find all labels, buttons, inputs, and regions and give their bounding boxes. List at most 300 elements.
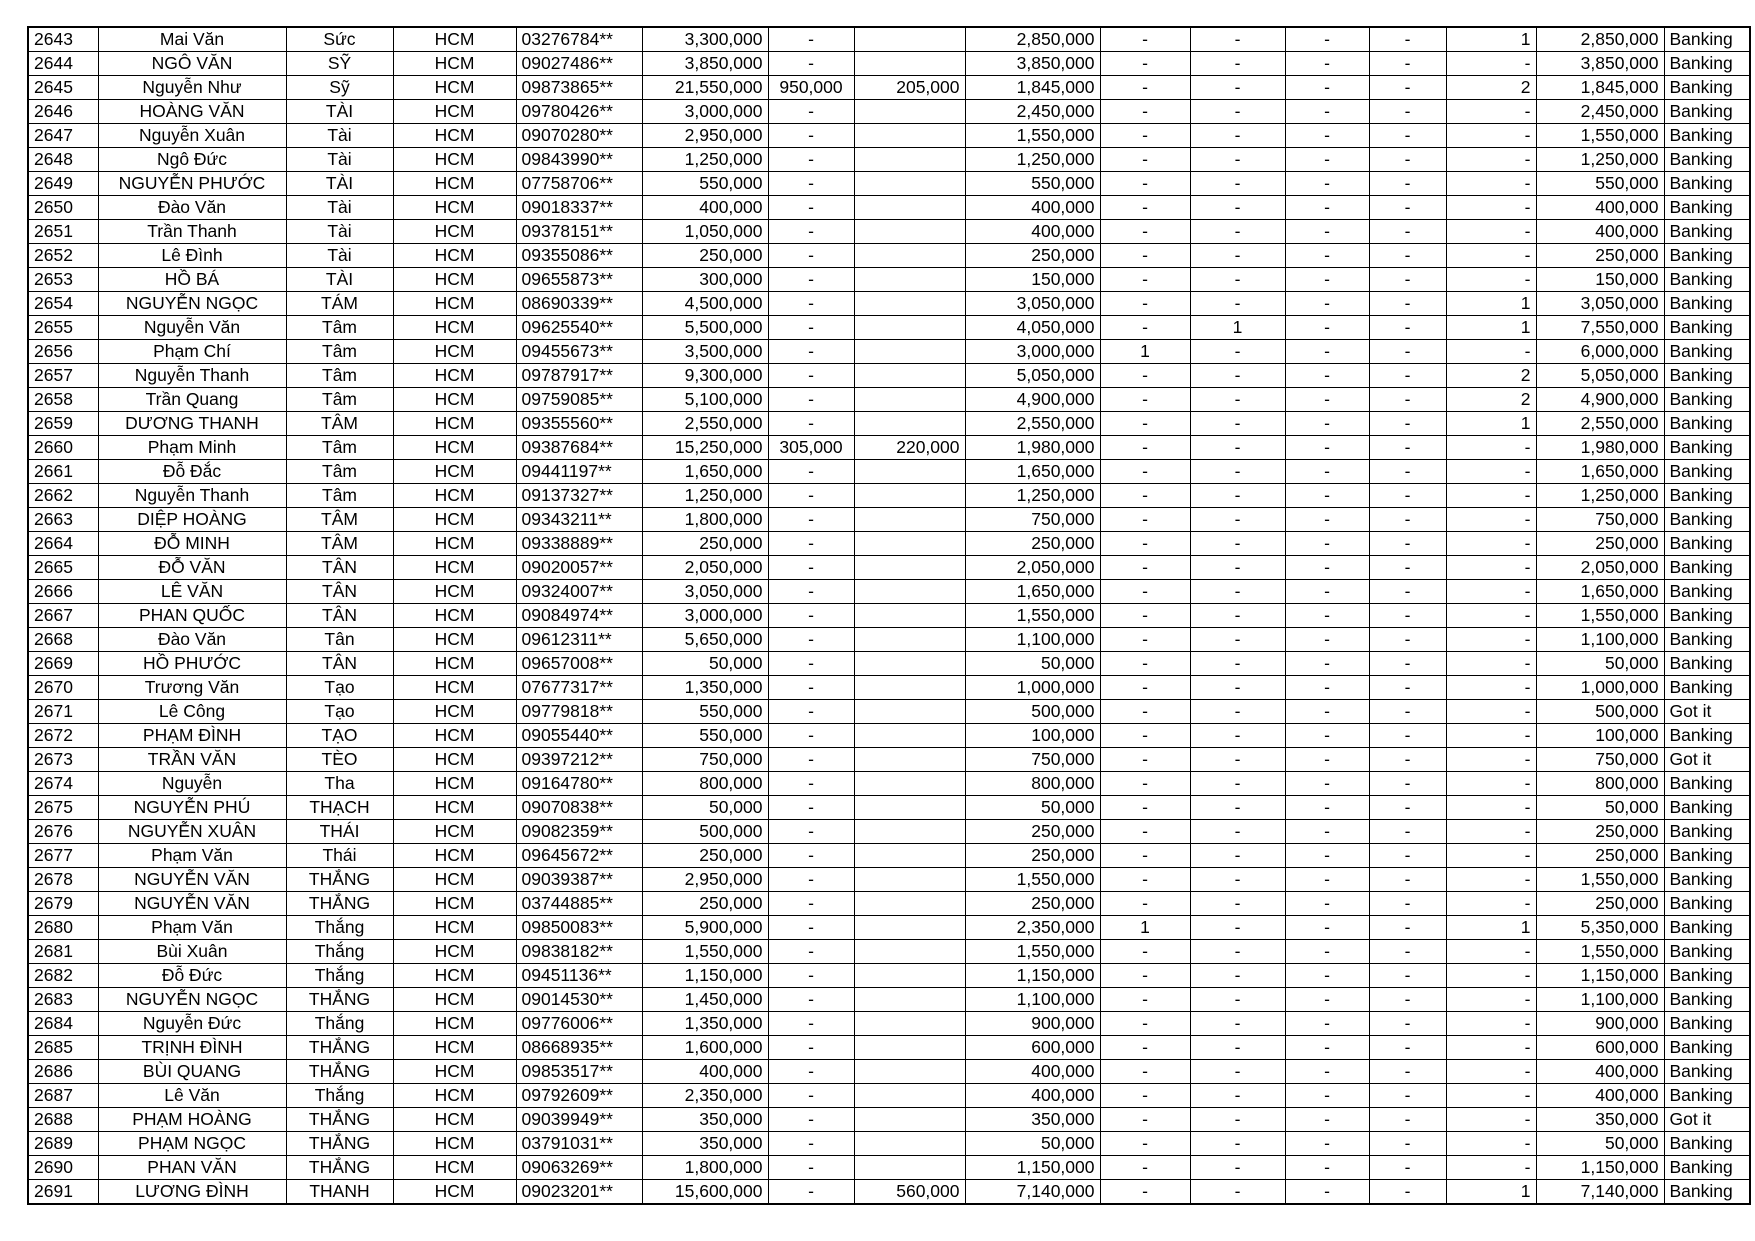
payment-method-cell: Banking: [1664, 484, 1750, 508]
phone-cell: 09759085**: [516, 388, 642, 412]
last-middle-name-cell: ĐỖ VĂN: [98, 556, 286, 580]
amount-total-cell: 800,000: [642, 772, 768, 796]
row-number-cell: 2648: [28, 148, 98, 172]
amount-net-cell: 550,000: [965, 172, 1100, 196]
payment-method-cell: Banking: [1664, 436, 1750, 460]
count-b-cell: -: [1190, 220, 1285, 244]
phone-cell: 09070838**: [516, 796, 642, 820]
payment-method-cell: Banking: [1664, 76, 1750, 100]
city-cell: HCM: [393, 244, 516, 268]
amount-fee-b-cell: [854, 556, 965, 580]
count-c-cell: -: [1285, 27, 1369, 52]
count-e-cell: -: [1446, 724, 1536, 748]
amount-fee-a-cell: -: [768, 220, 854, 244]
row-number-cell: 2643: [28, 27, 98, 52]
amount-fee-b-cell: [854, 412, 965, 436]
payment-method-cell: Banking: [1664, 148, 1750, 172]
row-number-cell: 2691: [28, 1180, 98, 1205]
amount-paid-cell: 550,000: [1536, 172, 1664, 196]
last-middle-name-cell: Lê Công: [98, 700, 286, 724]
count-d-cell: -: [1369, 940, 1446, 964]
amount-paid-cell: 3,050,000: [1536, 292, 1664, 316]
amount-paid-cell: 2,550,000: [1536, 412, 1664, 436]
payment-method-cell: Banking: [1664, 844, 1750, 868]
first-name-cell: Sức: [286, 27, 393, 52]
amount-net-cell: 800,000: [965, 772, 1100, 796]
first-name-cell: Tâm: [286, 388, 393, 412]
last-middle-name-cell: Phạm Văn: [98, 844, 286, 868]
amount-fee-b-cell: [854, 724, 965, 748]
amount-fee-b-cell: [854, 892, 965, 916]
amount-paid-cell: 6,000,000: [1536, 340, 1664, 364]
count-e-cell: -: [1446, 844, 1536, 868]
count-b-cell: -: [1190, 1060, 1285, 1084]
amount-total-cell: 550,000: [642, 172, 768, 196]
amount-total-cell: 400,000: [642, 1060, 768, 1084]
amount-fee-b-cell: [854, 27, 965, 52]
payment-method-cell: Banking: [1664, 1132, 1750, 1156]
amount-fee-a-cell: -: [768, 532, 854, 556]
first-name-cell: Tạo: [286, 676, 393, 700]
last-middle-name-cell: Nguyễn: [98, 772, 286, 796]
amount-fee-b-cell: [854, 1036, 965, 1060]
table-row: [28, 508, 1750, 532]
count-d-cell: -: [1369, 988, 1446, 1012]
city-cell: HCM: [393, 556, 516, 580]
table-row: [28, 1180, 1750, 1205]
row-number-cell: 2672: [28, 724, 98, 748]
count-c-cell: -: [1285, 628, 1369, 652]
count-a-cell: -: [1100, 796, 1190, 820]
amount-net-cell: 1,845,000: [965, 76, 1100, 100]
count-c-cell: -: [1285, 1012, 1369, 1036]
table-row: [28, 100, 1750, 124]
amount-net-cell: 400,000: [965, 220, 1100, 244]
count-b-cell: -: [1190, 676, 1285, 700]
count-e-cell: -: [1446, 580, 1536, 604]
row-number-cell: 2671: [28, 700, 98, 724]
amount-fee-b-cell: [854, 148, 965, 172]
table-row: [28, 268, 1750, 292]
phone-cell: 07758706**: [516, 172, 642, 196]
count-d-cell: -: [1369, 292, 1446, 316]
table-row: [28, 1012, 1750, 1036]
amount-total-cell: 5,100,000: [642, 388, 768, 412]
amount-fee-a-cell: -: [768, 1084, 854, 1108]
amount-net-cell: 2,550,000: [965, 412, 1100, 436]
last-middle-name-cell: Nguyễn Thanh: [98, 364, 286, 388]
row-number-cell: 2647: [28, 124, 98, 148]
amount-paid-cell: 250,000: [1536, 244, 1664, 268]
amount-net-cell: 4,050,000: [965, 316, 1100, 340]
count-d-cell: -: [1369, 1180, 1446, 1205]
count-c-cell: -: [1285, 1156, 1369, 1180]
city-cell: HCM: [393, 940, 516, 964]
row-number-cell: 2661: [28, 460, 98, 484]
city-cell: HCM: [393, 76, 516, 100]
amount-net-cell: 50,000: [965, 1132, 1100, 1156]
count-a-cell: 1: [1100, 340, 1190, 364]
amount-total-cell: 250,000: [642, 892, 768, 916]
phone-cell: 09039387**: [516, 868, 642, 892]
last-middle-name-cell: Phạm Văn: [98, 916, 286, 940]
count-b-cell: -: [1190, 292, 1285, 316]
count-e-cell: 1: [1446, 1180, 1536, 1205]
amount-total-cell: 1,600,000: [642, 1036, 768, 1060]
table-row: [28, 1036, 1750, 1060]
first-name-cell: THẮNG: [286, 1060, 393, 1084]
count-d-cell: -: [1369, 124, 1446, 148]
count-c-cell: -: [1285, 1108, 1369, 1132]
amount-paid-cell: 400,000: [1536, 196, 1664, 220]
amount-fee-a-cell: -: [768, 724, 854, 748]
amount-fee-b-cell: [854, 292, 965, 316]
count-c-cell: -: [1285, 172, 1369, 196]
amount-total-cell: 5,900,000: [642, 916, 768, 940]
payment-method-cell: Banking: [1664, 268, 1750, 292]
table-row: [28, 916, 1750, 940]
count-b-cell: -: [1190, 1084, 1285, 1108]
payment-method-cell: Banking: [1664, 172, 1750, 196]
count-d-cell: -: [1369, 772, 1446, 796]
count-b-cell: -: [1190, 604, 1285, 628]
payment-method-cell: Banking: [1664, 988, 1750, 1012]
count-e-cell: -: [1446, 652, 1536, 676]
first-name-cell: TÁM: [286, 292, 393, 316]
count-c-cell: -: [1285, 52, 1369, 76]
amount-paid-cell: 150,000: [1536, 268, 1664, 292]
row-number-cell: 2675: [28, 796, 98, 820]
amount-fee-a-cell: -: [768, 1180, 854, 1205]
amount-net-cell: 3,000,000: [965, 340, 1100, 364]
amount-fee-b-cell: [854, 748, 965, 772]
count-b-cell: -: [1190, 436, 1285, 460]
amount-fee-a-cell: -: [768, 844, 854, 868]
first-name-cell: Sỹ: [286, 76, 393, 100]
table-row: [28, 27, 1750, 52]
first-name-cell: Tâm: [286, 364, 393, 388]
amount-fee-a-cell: 305,000: [768, 436, 854, 460]
amount-net-cell: 150,000: [965, 268, 1100, 292]
count-c-cell: -: [1285, 460, 1369, 484]
payment-method-cell: Banking: [1664, 124, 1750, 148]
phone-cell: 09853517**: [516, 1060, 642, 1084]
phone-cell: 03276784**: [516, 27, 642, 52]
count-c-cell: -: [1285, 340, 1369, 364]
count-d-cell: -: [1369, 652, 1446, 676]
row-number-cell: 2649: [28, 172, 98, 196]
amount-fee-a-cell: -: [768, 988, 854, 1012]
count-a-cell: -: [1100, 508, 1190, 532]
count-a-cell: -: [1100, 820, 1190, 844]
count-d-cell: -: [1369, 1156, 1446, 1180]
row-number-cell: 2678: [28, 868, 98, 892]
first-name-cell: TÀI: [286, 100, 393, 124]
amount-net-cell: 1,550,000: [965, 868, 1100, 892]
table-row: [28, 724, 1750, 748]
amount-fee-b-cell: [854, 988, 965, 1012]
payment-method-cell: Banking: [1664, 340, 1750, 364]
count-c-cell: -: [1285, 556, 1369, 580]
count-c-cell: -: [1285, 820, 1369, 844]
count-d-cell: -: [1369, 700, 1446, 724]
payment-method-cell: Banking: [1664, 724, 1750, 748]
phone-cell: 09780426**: [516, 100, 642, 124]
row-number-cell: 2646: [28, 100, 98, 124]
amount-net-cell: 50,000: [965, 796, 1100, 820]
amount-paid-cell: 400,000: [1536, 220, 1664, 244]
amount-fee-a-cell: -: [768, 364, 854, 388]
row-number-cell: 2656: [28, 340, 98, 364]
count-d-cell: -: [1369, 916, 1446, 940]
count-a-cell: -: [1100, 964, 1190, 988]
first-name-cell: THẠCH: [286, 796, 393, 820]
count-d-cell: -: [1369, 1084, 1446, 1108]
count-b-cell: -: [1190, 124, 1285, 148]
first-name-cell: Tâm: [286, 340, 393, 364]
count-e-cell: -: [1446, 796, 1536, 820]
amount-net-cell: 1,000,000: [965, 676, 1100, 700]
amount-fee-a-cell: -: [768, 964, 854, 988]
amount-fee-b-cell: [854, 844, 965, 868]
row-number-cell: 2652: [28, 244, 98, 268]
count-b-cell: -: [1190, 1156, 1285, 1180]
table-row: [28, 652, 1750, 676]
count-e-cell: 1: [1446, 916, 1536, 940]
count-b-cell: -: [1190, 916, 1285, 940]
table-row: [28, 772, 1750, 796]
amount-paid-cell: 5,350,000: [1536, 916, 1664, 940]
first-name-cell: TÂN: [286, 604, 393, 628]
first-name-cell: THẮNG: [286, 1036, 393, 1060]
payment-method-cell: Banking: [1664, 196, 1750, 220]
payout-table: [27, 26, 1751, 1205]
count-a-cell: -: [1100, 1060, 1190, 1084]
amount-net-cell: 400,000: [965, 1060, 1100, 1084]
phone-cell: 09084974**: [516, 604, 642, 628]
amount-fee-b-cell: [854, 124, 965, 148]
count-b-cell: -: [1190, 196, 1285, 220]
amount-fee-b-cell: [854, 316, 965, 340]
count-e-cell: -: [1446, 508, 1536, 532]
amount-total-cell: 1,450,000: [642, 988, 768, 1012]
phone-cell: 09027486**: [516, 52, 642, 76]
payment-method-cell: Banking: [1664, 556, 1750, 580]
count-e-cell: -: [1446, 52, 1536, 76]
count-b-cell: -: [1190, 340, 1285, 364]
last-middle-name-cell: Lê Đình: [98, 244, 286, 268]
amount-paid-cell: 2,850,000: [1536, 27, 1664, 52]
amount-paid-cell: 750,000: [1536, 748, 1664, 772]
payment-method-cell: Banking: [1664, 772, 1750, 796]
amount-net-cell: 1,100,000: [965, 628, 1100, 652]
count-d-cell: -: [1369, 244, 1446, 268]
payment-method-cell: Banking: [1664, 52, 1750, 76]
amount-fee-a-cell: -: [768, 940, 854, 964]
row-number-cell: 2669: [28, 652, 98, 676]
amount-net-cell: 2,350,000: [965, 916, 1100, 940]
amount-total-cell: 1,250,000: [642, 148, 768, 172]
count-d-cell: -: [1369, 340, 1446, 364]
count-a-cell: -: [1100, 220, 1190, 244]
first-name-cell: Thắng: [286, 1012, 393, 1036]
count-b-cell: -: [1190, 724, 1285, 748]
amount-total-cell: 1,650,000: [642, 460, 768, 484]
count-e-cell: -: [1446, 460, 1536, 484]
table-row: [28, 1060, 1750, 1084]
count-a-cell: -: [1100, 124, 1190, 148]
row-number-cell: 2680: [28, 916, 98, 940]
last-middle-name-cell: NGUYỄN XUÂN: [98, 820, 286, 844]
row-number-cell: 2651: [28, 220, 98, 244]
table-body: [28, 27, 1750, 1204]
table-row: [28, 172, 1750, 196]
amount-fee-a-cell: -: [768, 460, 854, 484]
last-middle-name-cell: Phạm Minh: [98, 436, 286, 460]
amount-paid-cell: 1,000,000: [1536, 676, 1664, 700]
amount-paid-cell: 1,550,000: [1536, 124, 1664, 148]
phone-cell: 08668935**: [516, 1036, 642, 1060]
count-c-cell: -: [1285, 580, 1369, 604]
table-row: [28, 220, 1750, 244]
count-e-cell: -: [1446, 148, 1536, 172]
amount-net-cell: 400,000: [965, 196, 1100, 220]
amount-net-cell: 2,450,000: [965, 100, 1100, 124]
table-row: [28, 628, 1750, 652]
table-row: [28, 1108, 1750, 1132]
amount-net-cell: 1,150,000: [965, 964, 1100, 988]
amount-net-cell: 400,000: [965, 1084, 1100, 1108]
count-b-cell: -: [1190, 364, 1285, 388]
phone-cell: 09397212**: [516, 748, 642, 772]
last-middle-name-cell: NGUYỄN VĂN: [98, 892, 286, 916]
payment-method-cell: Banking: [1664, 27, 1750, 52]
row-number-cell: 2688: [28, 1108, 98, 1132]
amount-total-cell: 15,600,000: [642, 1180, 768, 1205]
table-row: [28, 580, 1750, 604]
table-row: [28, 244, 1750, 268]
amount-paid-cell: 1,250,000: [1536, 484, 1664, 508]
count-b-cell: -: [1190, 556, 1285, 580]
phone-cell: 09792609**: [516, 1084, 642, 1108]
amount-paid-cell: 400,000: [1536, 1060, 1664, 1084]
amount-paid-cell: 250,000: [1536, 844, 1664, 868]
count-b-cell: -: [1190, 100, 1285, 124]
phone-cell: 09387684**: [516, 436, 642, 460]
amount-paid-cell: 400,000: [1536, 1084, 1664, 1108]
table-row: [28, 676, 1750, 700]
count-d-cell: -: [1369, 628, 1446, 652]
count-c-cell: -: [1285, 484, 1369, 508]
amount-paid-cell: 50,000: [1536, 796, 1664, 820]
first-name-cell: TÀI: [286, 172, 393, 196]
amount-paid-cell: 1,650,000: [1536, 460, 1664, 484]
count-c-cell: -: [1285, 868, 1369, 892]
amount-fee-a-cell: -: [768, 27, 854, 52]
city-cell: HCM: [393, 100, 516, 124]
amount-fee-b-cell: [854, 1084, 965, 1108]
row-number-cell: 2668: [28, 628, 98, 652]
count-b-cell: -: [1190, 868, 1285, 892]
table-row: [28, 460, 1750, 484]
table-row: [28, 316, 1750, 340]
count-b-cell: -: [1190, 484, 1285, 508]
table-row: [28, 556, 1750, 580]
row-number-cell: 2685: [28, 1036, 98, 1060]
first-name-cell: TÂN: [286, 652, 393, 676]
city-cell: HCM: [393, 220, 516, 244]
last-middle-name-cell: Nguyễn Văn: [98, 316, 286, 340]
amount-net-cell: 50,000: [965, 652, 1100, 676]
first-name-cell: Tài: [286, 124, 393, 148]
amount-paid-cell: 250,000: [1536, 532, 1664, 556]
amount-fee-b-cell: [854, 340, 965, 364]
last-middle-name-cell: HOÀNG VĂN: [98, 100, 286, 124]
table-row: [28, 868, 1750, 892]
count-b-cell: -: [1190, 652, 1285, 676]
count-d-cell: -: [1369, 100, 1446, 124]
amount-paid-cell: 1,100,000: [1536, 988, 1664, 1012]
count-e-cell: -: [1446, 340, 1536, 364]
first-name-cell: THẮNG: [286, 868, 393, 892]
count-e-cell: -: [1446, 1156, 1536, 1180]
row-number-cell: 2686: [28, 1060, 98, 1084]
amount-total-cell: 3,500,000: [642, 340, 768, 364]
row-number-cell: 2667: [28, 604, 98, 628]
phone-cell: 09324007**: [516, 580, 642, 604]
count-e-cell: 1: [1446, 316, 1536, 340]
row-number-cell: 2650: [28, 196, 98, 220]
count-b-cell: -: [1190, 508, 1285, 532]
amount-fee-a-cell: -: [768, 292, 854, 316]
row-number-cell: 2662: [28, 484, 98, 508]
amount-paid-cell: 900,000: [1536, 1012, 1664, 1036]
count-c-cell: -: [1285, 652, 1369, 676]
amount-fee-b-cell: [854, 868, 965, 892]
count-a-cell: -: [1100, 868, 1190, 892]
count-d-cell: -: [1369, 172, 1446, 196]
amount-total-cell: 1,350,000: [642, 676, 768, 700]
count-a-cell: -: [1100, 1084, 1190, 1108]
payment-method-cell: Banking: [1664, 676, 1750, 700]
first-name-cell: Tha: [286, 772, 393, 796]
amount-net-cell: 1,550,000: [965, 940, 1100, 964]
phone-cell: 09451136**: [516, 964, 642, 988]
amount-fee-b-cell: [854, 796, 965, 820]
amount-net-cell: 250,000: [965, 820, 1100, 844]
last-middle-name-cell: NGUYỄN PHƯỚC: [98, 172, 286, 196]
row-number-cell: 2657: [28, 364, 98, 388]
amount-fee-b-cell: [854, 484, 965, 508]
last-middle-name-cell: Nguyễn Xuân: [98, 124, 286, 148]
city-cell: HCM: [393, 700, 516, 724]
last-middle-name-cell: Bùi Xuân: [98, 940, 286, 964]
last-middle-name-cell: Trần Thanh: [98, 220, 286, 244]
amount-fee-a-cell: -: [768, 1108, 854, 1132]
count-a-cell: -: [1100, 436, 1190, 460]
count-d-cell: -: [1369, 1132, 1446, 1156]
count-b-cell: -: [1190, 580, 1285, 604]
city-cell: HCM: [393, 460, 516, 484]
count-e-cell: -: [1446, 1084, 1536, 1108]
table-row: [28, 940, 1750, 964]
first-name-cell: Tạo: [286, 700, 393, 724]
amount-fee-a-cell: -: [768, 676, 854, 700]
count-c-cell: -: [1285, 1036, 1369, 1060]
city-cell: HCM: [393, 508, 516, 532]
first-name-cell: TÂN: [286, 556, 393, 580]
payment-method-cell: Banking: [1664, 868, 1750, 892]
